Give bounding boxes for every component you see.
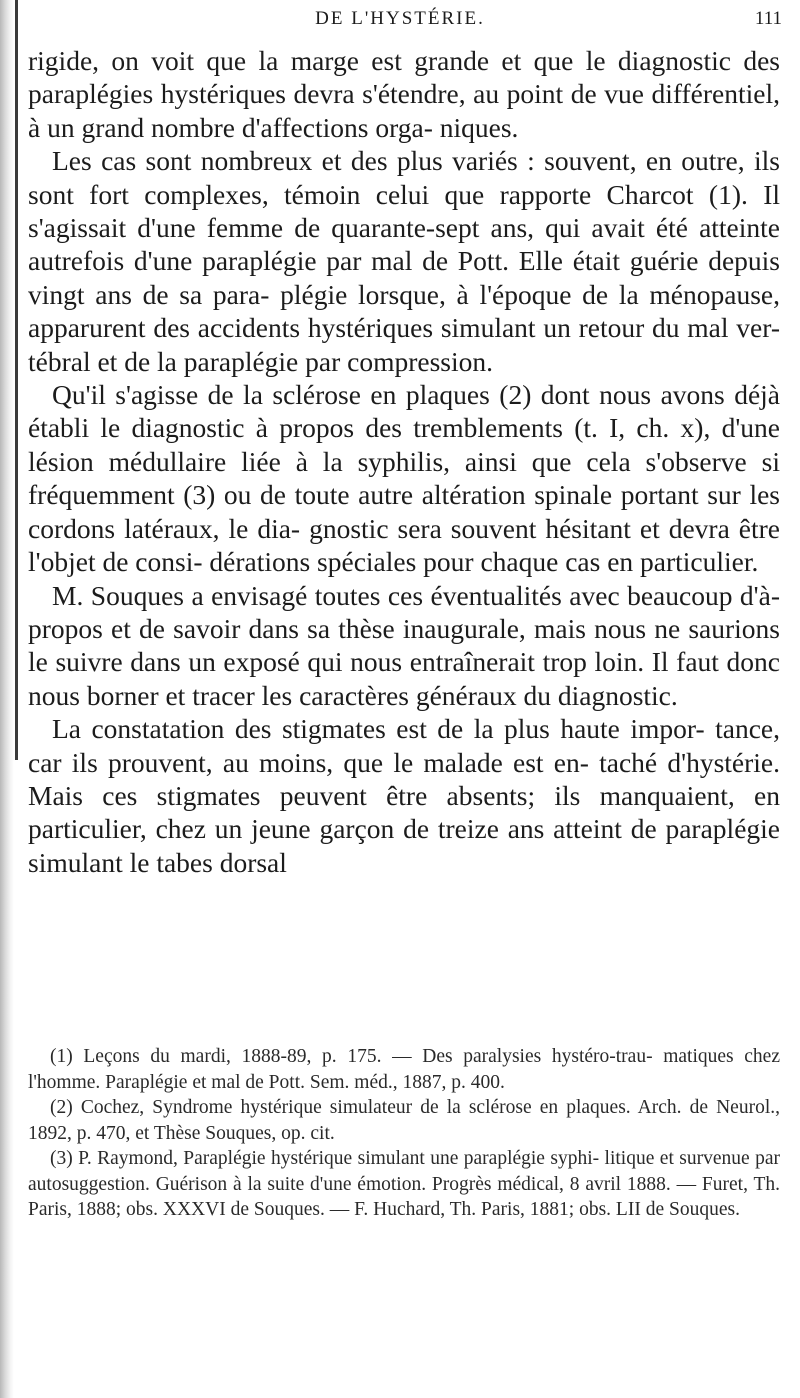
footnotes (28, 1044, 780, 1223)
footnote: (2) Cochez, Syndrome hystérique simulateur de la sclérose en plaques. Arch. de Neurol., 1892, p. 470, et Thèse Souques, op. cit. (28, 1097, 780, 1144)
binding-line (15, 0, 18, 760)
footnote: (1) Leçons du mardi, 1888-89, p. 175. — Des paralysies hystéro-trau- matiques chez l'homme. Paraplégie et mal de Pott. Sem. méd., 1887, p. 400. (28, 1046, 780, 1093)
paragraph: Les cas sont nombreux et des plus variés : souvent, en outre, ils sont fort complexes, témoin celui que rapporte Charcot (1). Il s'agissait d'une femme de quarante-sept ans, qui avait été atteinte autrefois d'une paraplégie par mal de Pott. Elle était guérie depuis vingt ans de sa para- plégie lorsque, à l'époque de la ménopause, apparurent des accidents hystériques simulant un retour du mal ver- tébral et de la paraplégie par compression. (28, 145, 780, 377)
footnote: (3) P. Raymond, Paraplégie hystérique simulant une paraplégie syphi- litique et survenue par autosuggestion. Guérison à la suite d'une émotion. Progrès médical, 8 avril 1888. — Furet, Th. Paris, 1888; obs. XXXVI de Souques. — F. Huchard, Th. Paris, 1881; obs. LII de Souques. (28, 1148, 780, 1220)
page-header (0, 8, 800, 40)
paragraph: rigide, on voit que la marge est grande et que le diagnostic des paraplégies hystériques devra s'étendre, au point de vue différentiel, à un grand nombre d'affections orga- niques. (28, 45, 780, 143)
running-title: DE L'HYSTÉRIE. (315, 8, 485, 29)
body-text (28, 44, 780, 879)
paragraph: La constatation des stigmates est de la plus haute impor- tance, car ils prouvent, au moins, que le malade est en- taché d'hystérie. Mais ces stigmates peuvent être absents; ils manquaient, en particulier, chez un jeune garçon de treize ans atteint de paraplégie simulant le tabes dorsal (28, 713, 780, 878)
binding-shadow (0, 0, 14, 1398)
page-number: 111 (754, 8, 782, 29)
paragraph: Qu'il s'agisse de la sclérose en plaques (2) dont nous avons déjà établi le diagnostic à propos des tremblements (t. I, ch. x), d'une lésion médullaire liée à la syphilis, ainsi que cela s'observe si fréquemment (3) ou de toute autre altération spinale portant sur les cordons latéraux, le dia- gnostic sera souvent hésitant et devra être l'objet de consi- dérations spéciales pour chaque cas en particulier. (28, 379, 780, 578)
paragraph: M. Souques a envisagé toutes ces éventualités avec beaucoup d'à-propos et de savoir dans sa thèse inaugurale, mais nous ne saurions le suivre dans un exposé qui nous entraînerait trop loin. Il faut donc nous borner et tracer les caractères généraux du diagnostic. (28, 579, 780, 711)
